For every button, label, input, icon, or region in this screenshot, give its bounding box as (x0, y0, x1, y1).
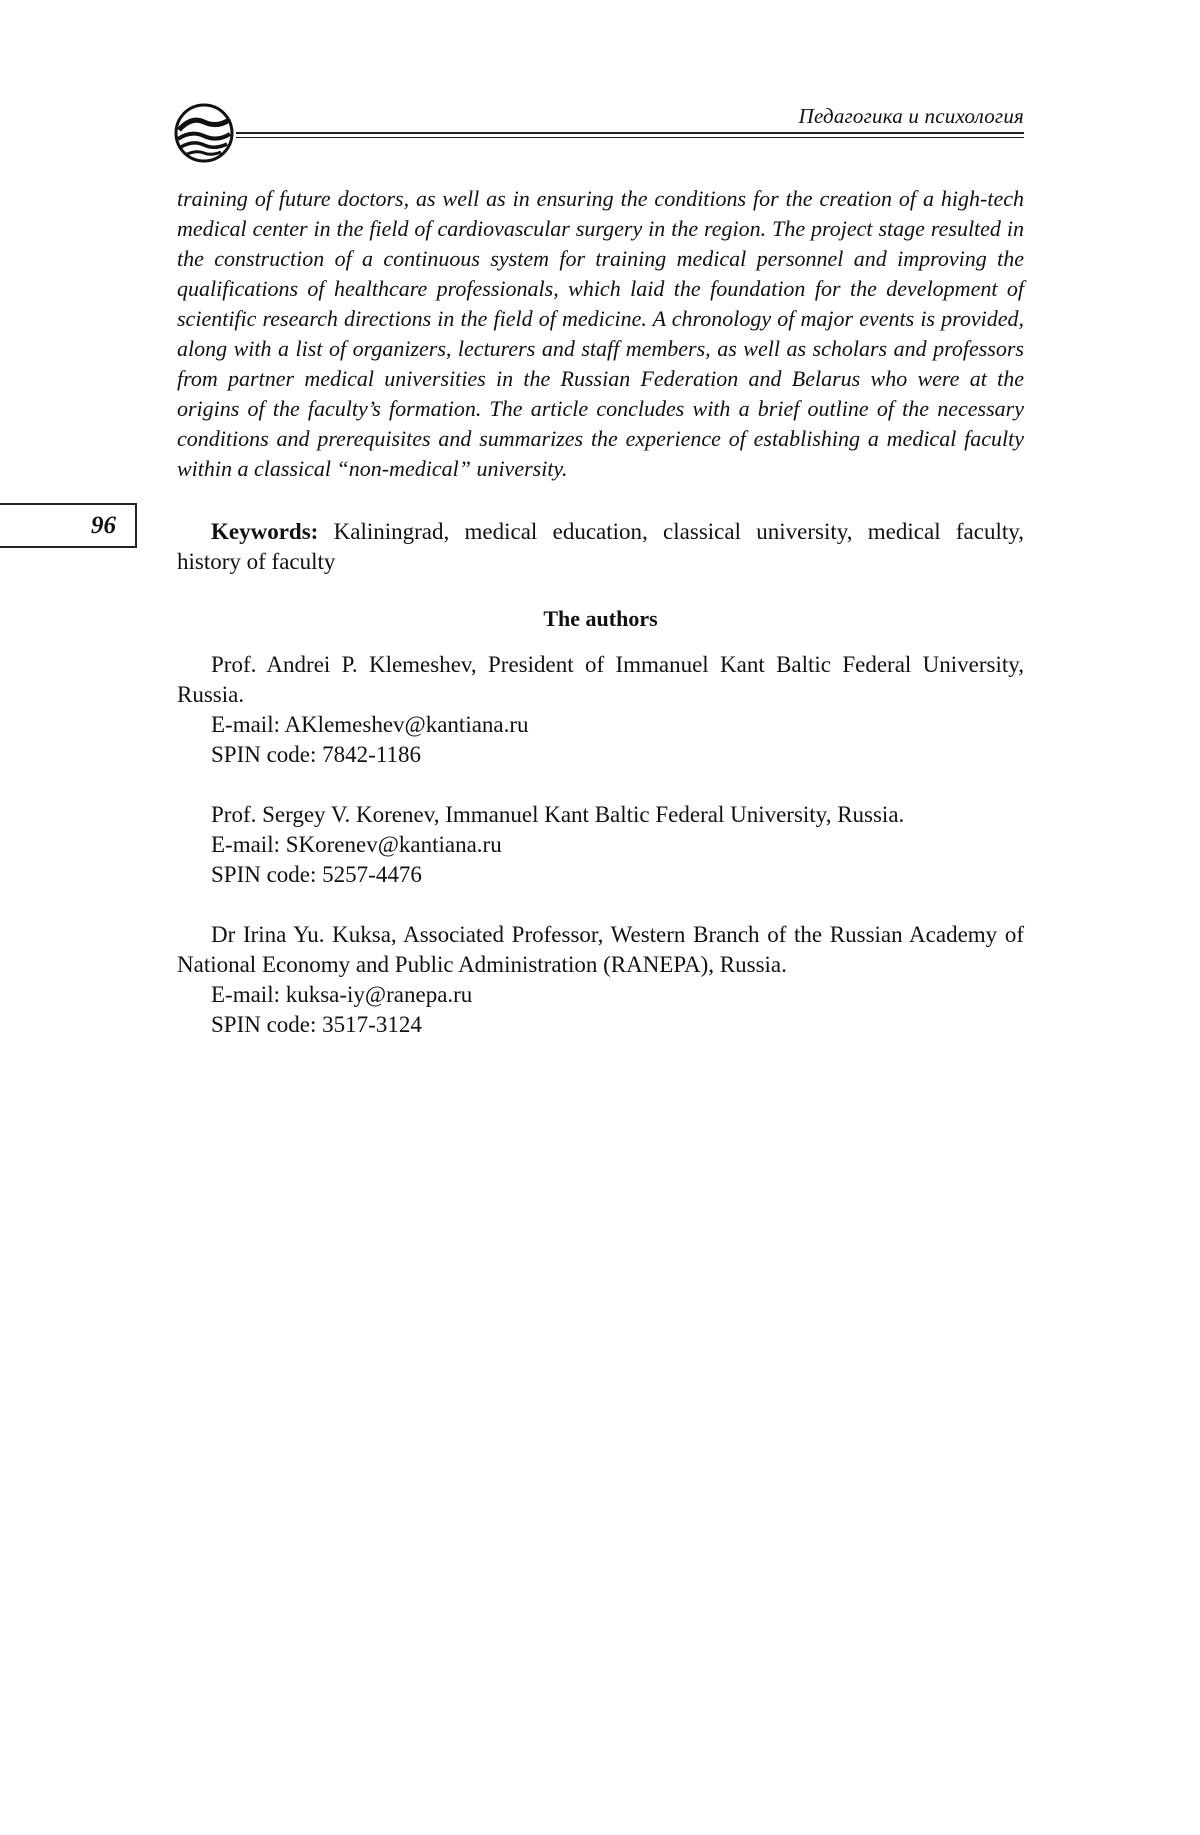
author-affiliation: Prof. Andrei P. Klemeshev, President of Immanuel Kant Baltic Federal University, Russia. (177, 652, 1024, 707)
keywords-text: Kaliningrad, medical education, classical university, medical faculty, history of faculty (177, 519, 1024, 574)
page-number: 96 (0, 503, 137, 548)
abstract-text: training of future doctors, as well as in ensuring the conditions for the creation of a high-tech medical center in the field of cardiovascular surgery in the region. The project stage resulted in the construction of a continuous system for training medical personnel and improving the qualifications of healthcare professionals, which laid the foundation for the development of scientific research directions in the field of medicine. A chronology of major events is provided, along with a list of organizers, lecturers and staff members, as well as scholars and professors from partner medical universities in the Russian Federation and Belarus who were at the origins of the faculty’s formation. The article concludes with a brief outline of the necessary conditions and prerequisites and summarizes the experience of establishing a medical faculty within a classical “non-medical” university. (177, 186, 1024, 481)
author-entry (177, 800, 1024, 890)
author-affiliation: Prof. Sergey V. Korenev, Immanuel Kant Baltic Federal University, Russia. (211, 802, 905, 827)
author-email: E-mail: kuksa-iy@ranepa.ru (211, 982, 473, 1007)
keywords-paragraph (177, 517, 1024, 577)
running-title: Педагогика и психология (798, 104, 1024, 128)
article-content (177, 184, 1024, 1040)
keywords-label: Keywords: (211, 519, 319, 544)
author-spin: SPIN code: 7842-1186 (211, 742, 421, 767)
author-email: E-mail: SKorenev@kantiana.ru (211, 832, 502, 857)
author-spin: SPIN code: 5257-4476 (211, 862, 422, 887)
author-email: E-mail: AKlemeshev@kantiana.ru (211, 712, 529, 737)
author-affiliation: Dr Irina Yu. Kuksa, Associated Professor, Western Branch of the Russian Academy of National Economy and Public Administration (RANEPA), Russia. (177, 922, 1024, 977)
journal-logo-icon (173, 102, 235, 164)
authors-heading: The authors (543, 606, 658, 631)
header-rule (236, 132, 1024, 142)
author-entry (177, 650, 1024, 770)
author-entry (177, 920, 1024, 1040)
author-spin: SPIN code: 3517-3124 (211, 1012, 422, 1037)
